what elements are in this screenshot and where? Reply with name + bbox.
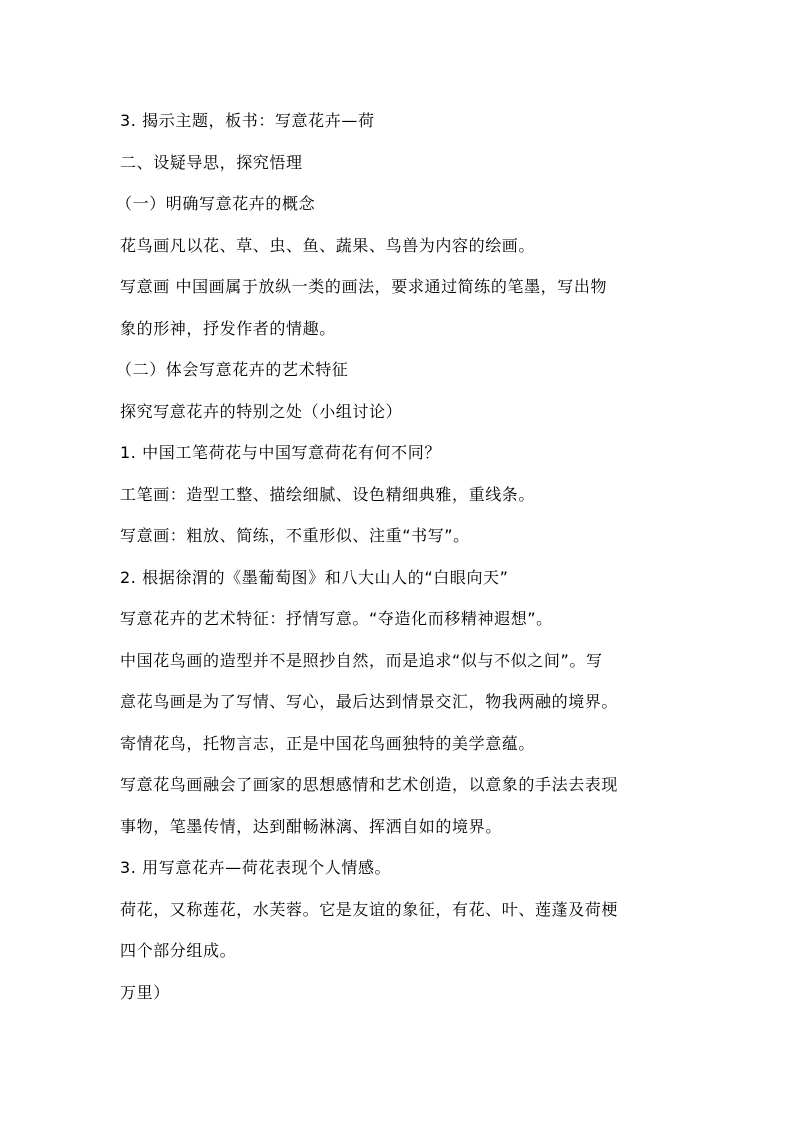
text-line-step-3-theme: 3. 揭示主题，板书：写意花卉—荷 <box>120 111 375 130</box>
text-line-xieyi-definition: 写意画 中国画属于放纵一类的画法，要求通过简练的笔墨，写出物 <box>120 277 608 296</box>
text-line-group-discussion: 探究写意花卉的特别之处（小组讨论） <box>120 401 403 421</box>
text-line-modeling: 中国花鸟画的造型并不是照抄自然，而是追求“似与不似之间”。写 <box>120 650 603 670</box>
subsection-heading-2: （二）体会写意花卉的艺术特征 <box>116 360 349 379</box>
document-body <box>116 100 690 1013</box>
text-line-art-features: 写意花卉的艺术特征：抒情写意。“夺造化而移精神遐想”。 <box>120 609 553 628</box>
text-line-question-3: 3. 用写意花卉—荷花表现个人情感。 <box>120 858 392 877</box>
text-line-lotus: 荷花，又称莲花，水芙蓉。它是友谊的象征，有花、叶、莲蓬及荷梗 <box>120 899 619 919</box>
text-line-aesthetic: 寄情花鸟，托物言志，正是中国花鸟画独特的美学意蕴。 <box>120 733 536 753</box>
text-line-question-2: 2. 根据徐渭的《墨葡萄图》和八大山人的“白眼向天” <box>120 567 509 587</box>
text-line-question-1: 1. 中国工笔荷花与中国写意荷花有何不同？ <box>120 443 441 462</box>
subsection-heading-1: （一）明确写意花卉的概念 <box>116 194 316 213</box>
text-line-modeling-cont: 意花鸟画是为了写情、写心，最后达到情景交汇，物我两融的境界。 <box>120 692 619 711</box>
text-line-fragment: 万里） <box>120 982 170 1002</box>
text-line-fusion: 写意花鸟画融会了画家的思想感情和艺术创造，以意象的手法去表现 <box>120 775 619 794</box>
text-line-fusion-cont: 事物，笔墨传情，达到酣畅淋漓、挥洒自如的境界。 <box>120 816 502 836</box>
text-line-xieyi: 写意画：粗放、简练，不重形似、注重“书写”。 <box>120 526 470 545</box>
text-line-lotus-cont: 四个部分组成。 <box>120 941 237 960</box>
section-heading-2: 二、设疑导思，探究悟理 <box>120 152 303 172</box>
text-line-flower-bird-definition: 花鸟画凡以花、草、虫、鱼、蔬果、鸟兽为内容的绘画。 <box>120 235 536 255</box>
text-line-xieyi-definition-cont: 象的形神，抒发作者的情趣。 <box>120 318 336 338</box>
text-line-gongbi: 工笔画：造型工整、描绘细腻、设色精细典雅，重线条。 <box>120 484 536 504</box>
